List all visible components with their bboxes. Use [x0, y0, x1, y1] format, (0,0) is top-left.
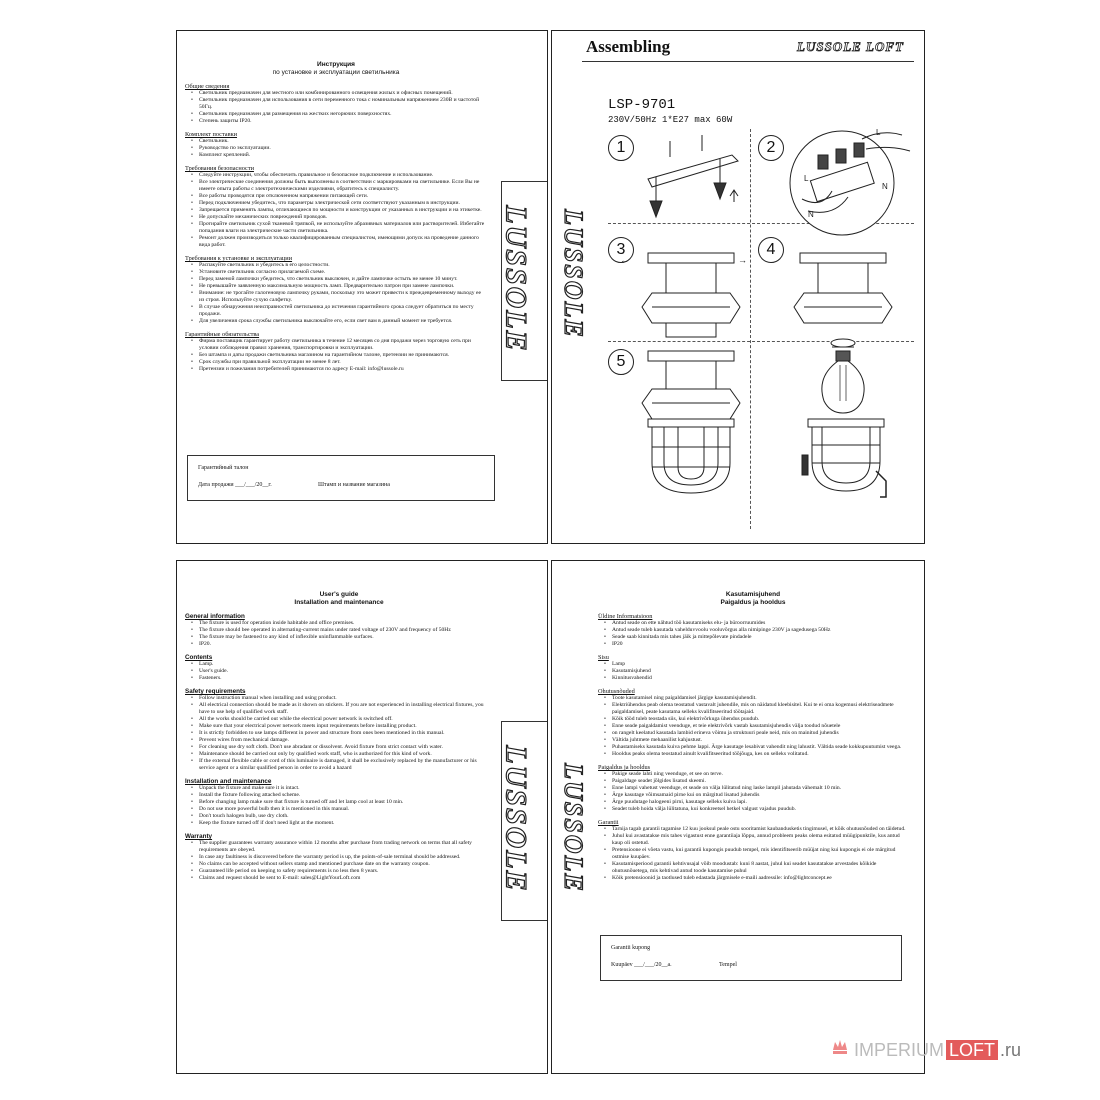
- section-list: [185, 90, 487, 125]
- coupon-stamp: Tempel: [719, 962, 737, 968]
- step-3-canopy-diagram: [620, 253, 747, 337]
- list-item: • Светильник предназначен для использования в сети переменного тока с номинальным напряжением 230В и частотой 50Гц.: [199, 97, 487, 111]
- list-item: • IP20: [612, 641, 908, 648]
- list-item: • Не допускайте механических повреждений проводов.: [199, 214, 487, 221]
- et-sections: [598, 613, 908, 882]
- coupon-date: Kuupäev ___/___/20__a.: [611, 962, 672, 968]
- section-list: [598, 695, 908, 758]
- list-item: • Antud seade on ette nähtud töö kasutamiseks elu- ja büroorruumides: [612, 620, 908, 627]
- list-item: • Make sure that your electrical power network meets input requirements before installing product.: [199, 723, 493, 730]
- wire-label-l2: L: [876, 128, 881, 137]
- list-item: • It is strictly forbidden to use lamps different in power and structure from ones been mentioned in this manual.: [199, 730, 493, 737]
- list-item: • Seade saab kinnitada mis tahes jäik ja mittepõlevate pindadele: [612, 634, 908, 641]
- section-heading: Гарантийные обязательства: [185, 331, 260, 338]
- list-item: • Не превышайте заявленную максимальную мощность ламп. Предварительно патрон при замене лампочки.: [199, 283, 487, 290]
- section-heading: Sisu: [598, 654, 609, 661]
- ru-sections: [185, 83, 487, 373]
- instruction-page-et: [551, 560, 925, 1074]
- en-text: [185, 591, 493, 882]
- list-item: • Для увеличения срока службы светильника выключайте его, если свет вам в данный момент не требуется.: [199, 318, 487, 325]
- list-item: • Enne seade paigaldamist veenduge, et teie elektrivõrk vastab kasutamisjuhendis välja toodud nõuetele: [612, 723, 908, 730]
- et-warranty-coupon: [600, 935, 902, 981]
- section-heading: Üldine Informatsioon: [598, 613, 653, 620]
- list-item: • Установите светильник согласно прилагаемой схеме.: [199, 269, 487, 276]
- step-4-bulb-and-cage-diagram: [802, 351, 886, 497]
- list-item: • No claims can be accepted without sellers stamp and mentioned purchase date on the warranty coupon.: [199, 861, 493, 868]
- section-list: [185, 840, 493, 882]
- list-item: • Fasteners.: [199, 675, 493, 682]
- list-item: • Seadet tuleb hoida välja lülitatuna, kui konkreetsel hetkel valgust vajadus puudub.: [612, 806, 908, 813]
- section-heading: Общие сведения: [185, 83, 230, 90]
- list-item: • Pretensioone ei võeta vastu, kui garantii kupongis puudub tempel, mis identifitseerib müüjat ning kui kupongis ei ole märgitud ostmise kuupäev.: [612, 847, 908, 861]
- list-item: • Светильник.: [199, 138, 487, 145]
- instruction-page-en: [176, 560, 548, 1074]
- list-item: • Paigaldage seadet jõlgides lisatud skeemi.: [612, 778, 908, 785]
- watermark-pre: IMPERIUM: [854, 1040, 944, 1060]
- coupon-title: Garantii kupong: [611, 945, 651, 951]
- step-5-assembled-diagram: [642, 351, 740, 493]
- assembly-page: [551, 30, 925, 544]
- section-list: [185, 785, 493, 827]
- list-item: • Kõik pretensioonid ja taotlused tuleb edastada järgmisele e-maili aadressile: info@lightconcept.ee: [612, 875, 908, 882]
- list-item: • Руководство по эксплуатации.: [199, 145, 487, 152]
- list-item: • Kõik tööd tuleb teostada siis, kui elektrivõrkuga ühendus puudub.: [612, 716, 908, 723]
- list-item: • Keep the fixture turned off if don't need light at the moment.: [199, 820, 493, 827]
- wire-label-l: L: [804, 174, 809, 183]
- side-logo: LUSSOLE: [499, 205, 533, 353]
- step-1-bracket-diagram: [648, 135, 738, 217]
- list-item: • Lamp.: [199, 661, 493, 668]
- section-list: [185, 661, 493, 682]
- list-item: • Степень защиты IP20.: [199, 118, 487, 125]
- list-item: • If the external flexible cable or cord of this luminaire is damaged, it shall be exclusively replaced by the manufacturer or his service agent or a similar qualified person in order to avoid a hazard: [199, 758, 493, 772]
- section-list: [598, 620, 908, 648]
- wire-label-n2: N: [882, 182, 888, 191]
- step-2-wiring-diagram: [790, 128, 910, 235]
- list-item: • Elektriühendus peab olema teostatud vastavalt juhendile, mis on näidatud kleebisitel. Kui te ei oma kogemusi elektriseadmete paigaldamisel, peate kasutama selleks kvalifitseeritud töötajaid.: [612, 702, 908, 716]
- list-item: • Before changing lamp make sure that fixture is turned off and let lamp cool at least 10 min.: [199, 799, 493, 806]
- section-list: [185, 172, 487, 249]
- section-heading: Paigaldus ja hooldus: [598, 764, 651, 771]
- list-item: • Do not use more powerful bulb then it is mentioned in this manual.: [199, 806, 493, 813]
- model-spec: 230V/50Hz 1*E27 max 60W: [608, 115, 733, 125]
- list-item: • Следуйте инструкции, чтобы обеспечить правильное и безопасное подключение и использование.: [199, 172, 487, 179]
- coupon-date: Дата продажи ___/___/20__г.: [198, 482, 272, 488]
- ru-subtitle: по установке и эксплуатации светильника: [272, 69, 400, 76]
- list-item: • Toote kasutamisel ning paigaldamisel järgige kasutamisjuhendit.: [612, 695, 908, 702]
- instruction-page-ru: [176, 30, 548, 544]
- list-item: • Ремонт должен производиться только квалифицированным специалистом, имеющими допуск на проведение данного вида работ.: [199, 235, 487, 249]
- list-item: • Светильник предназначен для размещения на жестких негорючих поверхностях.: [199, 111, 487, 118]
- section-list: [185, 262, 487, 325]
- list-item: • Без штампа и даты продажи светильника магазином на гарантийном талоне, претензии не принимаются.: [199, 352, 487, 359]
- list-item: • In case any faultiness is discovered before the warranty period is up, the points-of-sale terminal should be addressed.: [199, 854, 493, 861]
- side-logo-box: [501, 181, 548, 381]
- list-item: • User's guide.: [199, 668, 493, 675]
- list-item: • Фирма поставщик гарантирует работу светильника в течение 12 месяцев со дня продажи через торговую сеть при условии соблюдения правил хранения, транспортировки и эксплуатации.: [199, 338, 487, 352]
- list-item: • Перед заменой лампочки убедитесь, что светильник выключен, и дайте лампочке остыть не менее 10 минут.: [199, 276, 487, 283]
- list-item: • All electrical connection should be made as it shown on stickers. If you are not experienced in installing electrical fixtures, you have to use help of qualified work staff.: [199, 702, 493, 716]
- step-1-number: 1: [608, 135, 634, 161]
- list-item: • The supplier guarantees warranty assurance within 12 months after purchase from trading network on terms that all safety requirements are obeyed.: [199, 840, 493, 854]
- coupon-stamp: Штамп и название магазина: [318, 482, 390, 488]
- list-item: • Светильник предназначен для местного или комбинированного освещения жилых и офисных помещений.: [199, 90, 487, 97]
- section-list: [598, 771, 908, 813]
- list-item: • Antud seade tuleb kasutada vahelduvvoolu vooluvõrgus alla nimipinge 230V ja sagedusega 50Hz: [612, 627, 908, 634]
- section-heading: Ohutusnõuded: [598, 688, 635, 695]
- step-4-canopy-bulb-diagram: [794, 253, 892, 347]
- section-list: [598, 826, 908, 882]
- ru-text: [185, 61, 487, 373]
- coupon-title: Гарантийный талон: [198, 465, 249, 471]
- list-item: • Запрещается применять лампы, отличающиеся по мощности и конструкции от указанных в инструкции и на этикетке.: [199, 207, 487, 214]
- crown-logo-icon: [830, 1036, 850, 1062]
- wire-label-n: N: [808, 210, 814, 219]
- section-list: [185, 695, 493, 772]
- list-item: • For cleaning use dry soft cloth. Don't use abradant or dissolvent. Avoid fixture from strict contact with water.: [199, 744, 493, 751]
- list-item: • IP20.: [199, 641, 493, 648]
- assembly-title: Assembling: [586, 37, 671, 56]
- brand-logo: LUSSOLE LOFT: [797, 39, 904, 54]
- step-4-number: 4: [758, 237, 784, 263]
- step-3-number: 3: [608, 237, 634, 263]
- list-item: • on rangelt keelatud kasutada lambid erineva võimu ja struktuuri peale neid, mis on mainitud juhendis: [612, 730, 908, 737]
- list-item: • Enne lampi vahetust veenduge, et seade on välja lülitatud ning laske lampil jahutada vähemalt 10 min.: [612, 785, 908, 792]
- watermark-loft: LOFT: [946, 1040, 998, 1060]
- section-heading: Garantii: [598, 819, 619, 826]
- list-item: • Распакуйте светильник и убедитесь в его целостности.: [199, 262, 487, 269]
- ru-warranty-coupon: [187, 455, 495, 501]
- list-item: • Pakige seade lahti ning veenduge, et see on terve.: [612, 771, 908, 778]
- list-item: • Перед подключением убедитесь, что параметры электрической сети соответствуют указанным в инструкции.: [199, 200, 487, 207]
- list-item: • Протирайте светильник сухой тканевой тряпкой, не используйте абразивных материалов или растворителей. Избегайте попадания влаги на электрические части светильника.: [199, 221, 487, 235]
- list-item: • Все работы проводятся при отключенном напряжении питающей сети.: [199, 193, 487, 200]
- list-item: • Внимание: не трогайте галогеновую лампочку руками, поскольку это может привести к преждевременному выходу ее из строя. Используйте сухую салфетку.: [199, 290, 487, 304]
- section-heading: Warranty: [185, 833, 213, 840]
- list-item: • Ärge puudutage halogeeni pirni, kasutage selleks kuiva lapi.: [612, 799, 908, 806]
- list-item: • The fixture may be fastened to any kind of inflexible uninflammable surfaces.: [199, 634, 493, 641]
- list-item: • The fixture is used for operation inside habitable and office premises.: [199, 620, 493, 627]
- list-item: • Maintenance should be carried out only by qualified work staff, who is authorized for this kind of work.: [199, 751, 493, 758]
- list-item: • Puhastamiseks kasutada kuiva pehme lappi. Ärge kasutage lesabivat vahendit ning lahustit. Vältida seade kokkupuutumist veega.: [612, 744, 908, 751]
- list-item: • Kinnitusvahendid: [612, 675, 908, 682]
- step-5-number: 5: [608, 349, 634, 375]
- list-item: • Follow instruction manual when installing and using product.: [199, 695, 493, 702]
- section-heading: Safety requirements: [185, 688, 246, 695]
- side-logo: LUSSOLE: [558, 763, 588, 893]
- side-logo: LUSSOLE: [499, 745, 533, 893]
- list-item: • Претензии и пожелания потребителей принимаются по адресу E-mail: info@lussole.ru: [199, 366, 487, 373]
- section-list: [185, 338, 487, 373]
- list-item: • Все электрические соединения должны быть выполнены в соответствии с маркировками на светильнике. Если Вы не имеете опыта работы с электротехническими изделиями, обратитесь к специалисту.: [199, 179, 487, 193]
- en-sections: [185, 613, 493, 882]
- list-item: • All the works should be carried out while the electrical power network is switched off.: [199, 716, 493, 723]
- list-item: • Vältida juhtmete mehaanilist kahjustust.: [612, 737, 908, 744]
- ru-title: Инструкция: [317, 61, 355, 68]
- watermark: [854, 1040, 1021, 1061]
- list-item: • Kasutamisjuhend: [612, 668, 908, 675]
- list-item: • Kasutamisperiood garantii kehtivusajal võib moodustab: kuni 8 aastat, juhul kui seadet kasutatakse arvestades kõikide ohutusnõuetega, mis kehtivad antud toode kasutamise puhul: [612, 861, 908, 875]
- en-subtitle: Installation and maintenance: [294, 599, 384, 606]
- et-title: Kasutamisjuhend: [725, 591, 781, 598]
- list-item: • Срок службы при правильной эксплуатации не менее 8 лет.: [199, 359, 487, 366]
- et-subtitle: Paigaldus ja hooldus: [720, 599, 786, 606]
- list-item: • Don't touch halogen bulb, use dry cloth.: [199, 813, 493, 820]
- en-title: User's guide: [319, 591, 359, 598]
- svg-text:←: ←: [620, 255, 629, 265]
- section-list: [185, 138, 487, 159]
- list-item: • Claims and request should be sent to E-mail: sales@LightYourLoft.com: [199, 875, 493, 882]
- watermark-domain: .ru: [1000, 1040, 1022, 1060]
- list-item: • Tarnija tagab garantii tagamise 12 kuu jooksul peale ostu sooritamist kaubandusketis tingimusel, et kõik ohutusnõuded on täidetud.: [612, 826, 908, 833]
- section-heading: Contents: [185, 654, 213, 661]
- step-2-number: 2: [758, 135, 784, 161]
- section-list: [185, 620, 493, 648]
- section-heading: Installation and maintenance: [185, 778, 272, 785]
- side-logo-box: [501, 721, 548, 921]
- section-heading: Комплект поставки: [185, 131, 238, 138]
- list-item: • Guaranteed life period on keeping to safety requirements is no less then 8 years.: [199, 868, 493, 875]
- list-item: • The fixture should bee operated in alternating-current mains under rated voltage of 230V and frequency of 50Hz: [199, 627, 493, 634]
- list-item: • Juhul kui avastatakse mis tahes vigastust enne garantiiaja lõppu, annud probleem peaks olema esitatud müügipunktile, kus antud kaup oli ostetud.: [612, 833, 908, 847]
- svg-text:→: →: [738, 255, 747, 265]
- list-item: • Комплект креплений.: [199, 152, 487, 159]
- section-list: [598, 661, 908, 682]
- model-number: LSP-9701: [608, 97, 676, 113]
- list-item: • Prevent wires from mechanical damage.: [199, 737, 493, 744]
- list-item: • В случае обнаружения неисправностей светильника до истечения гарантийного срока следует обратиться по месту продажи.: [199, 304, 487, 318]
- list-item: • Hooldus peaks olema teostatud ainult kvalifitseeritud töõjõuga, kes on selleks volitatud.: [612, 751, 908, 758]
- list-item: • Ärge kasutage võimsamaid pirne kui on märgitud lisatud juhendis: [612, 792, 908, 799]
- et-text: [598, 591, 908, 882]
- section-heading: General information: [185, 613, 245, 620]
- assembly-diagrams: [552, 31, 925, 544]
- section-heading: Требования к установке и эксплуатации: [185, 255, 293, 262]
- section-heading: Требования безопасности: [185, 165, 254, 172]
- list-item: • Unpack the fixture and make sure it is intact.: [199, 785, 493, 792]
- list-item: • Lamp: [612, 661, 908, 668]
- side-logo: LUSSOLE: [558, 209, 588, 339]
- list-item: • Install the fixture following attached scheme.: [199, 792, 493, 799]
